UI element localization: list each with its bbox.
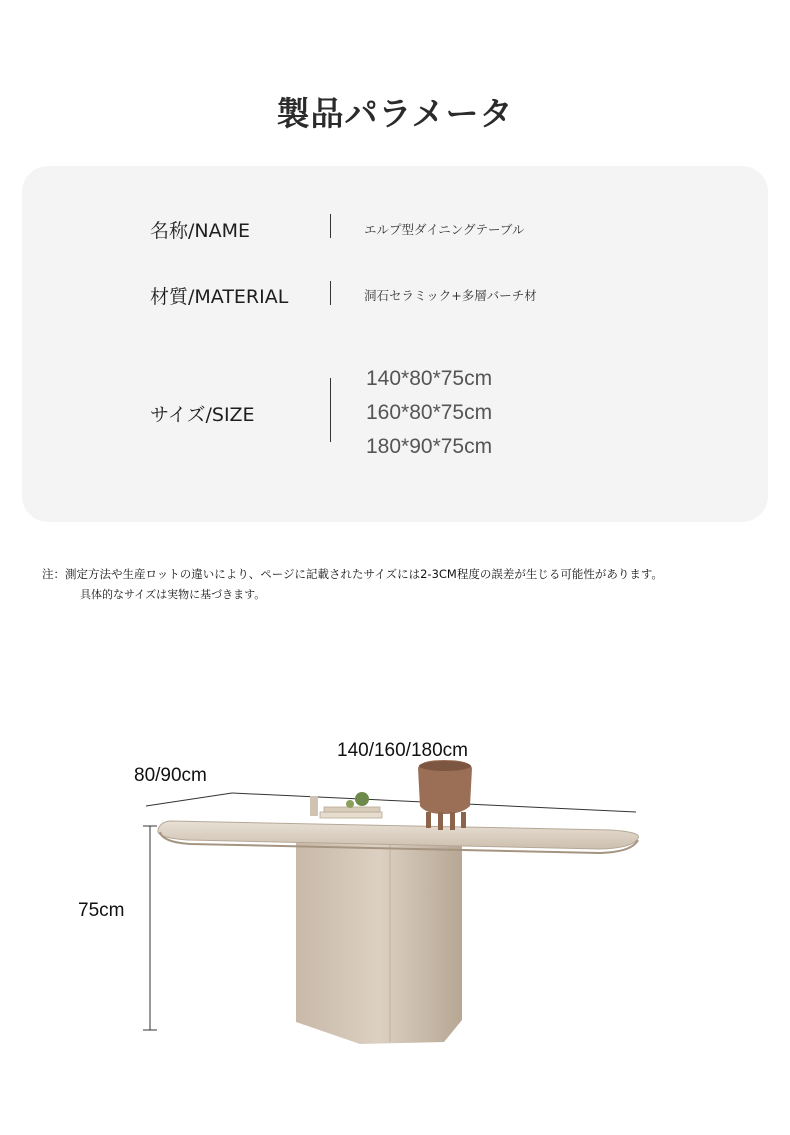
size-item: 180*90*75cm [366, 435, 493, 458]
page-title: 製品パラメータ [276, 94, 514, 133]
size-label: サイズ/SIZE [150, 404, 255, 426]
height-label: 75cm [78, 900, 125, 921]
size-item: 140*80*75cm [366, 367, 493, 390]
size-note-continued: 具体的なサイズは実物に基づきます。 [80, 588, 266, 601]
material-value: 洞石セラミック+多層バーチ材 [364, 288, 537, 303]
material-label: 材質/MATERIAL [150, 286, 289, 308]
size-item: 160*80*75cm [366, 401, 493, 424]
depth-label: 80/90cm [134, 765, 207, 786]
name-divider [330, 214, 331, 238]
product-dimension-figure [0, 720, 790, 1080]
size-note: 注：測定方法や生産ロットの違いにより、ページに記載されたサイズには2-3CM程度の誤差が生じる可能性があります。 [42, 567, 663, 581]
name-label: 名称/NAME [150, 220, 251, 242]
name-value: エルプ型ダイニングテーブル [364, 222, 525, 237]
length-label: 140/160/180cm [337, 740, 468, 761]
size-divider [330, 378, 331, 442]
spec-card [22, 166, 768, 522]
size-list [366, 362, 492, 464]
material-divider [330, 281, 331, 305]
